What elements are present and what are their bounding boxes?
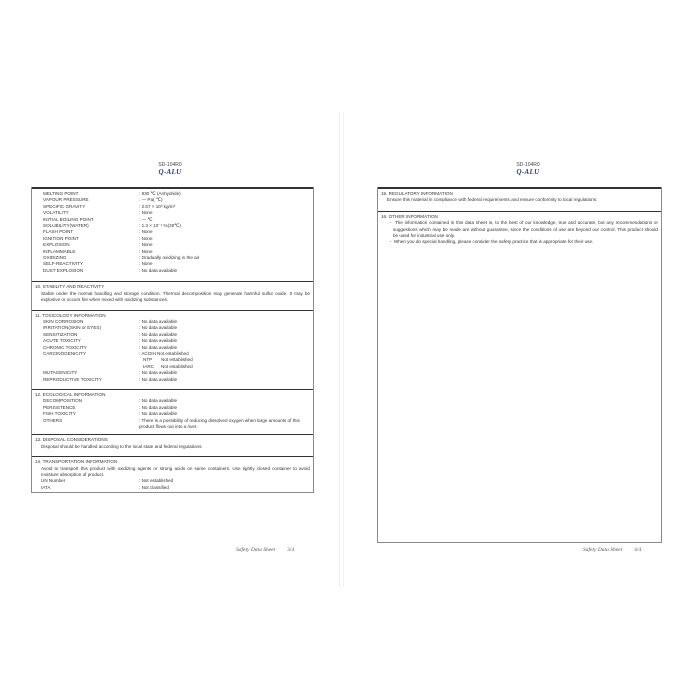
property-label: MELTING POINT [43,191,79,196]
row-value: : No data available [139,325,310,331]
section-title: 14. TRANSPORTATION INFORMATION [35,459,118,465]
property-value: : No data available [139,268,310,274]
property-label: OXIDIZING [43,255,67,261]
section-title: 12. ECOLOGICAL INFORMATION [35,391,106,397]
page-number: 4/4 [634,547,642,553]
row-value: : No data available [139,345,310,351]
row-label: IATA [41,484,51,490]
section-disposal [32,434,313,456]
section-title: 11. TOXICOLOGY INFORMATION [35,312,106,318]
toxicology-row [35,377,310,383]
section-transportation [32,456,313,492]
page-number: 3/4 [287,547,295,553]
row-label: IRRITATION(SKIN or EYES) [43,325,102,331]
property-label: IGNITION POINT [43,235,79,241]
property-value: : None [139,249,310,255]
carc-org: NTP [143,357,153,363]
section-stability-reactivity [32,281,313,309]
section-text: Avoid to transport this product with oxidizing agents or strong acids on same containers. Use tightly closed container to avoid moisture absorption of product. [41,465,310,478]
property-value: : 1.3 × 10⁻¹ %(30℃) [139,223,310,229]
property-label: VAPOUR PRESSURE [43,197,89,203]
row-value: : Not classified [139,485,310,491]
property-value: : — Pa( ℃) [139,197,310,203]
section-text: Disposal should be handled according to the local state and federal regulations. [41,443,203,449]
carc-org: : ACGIH [139,351,157,357]
right-content-box [377,187,662,543]
row-label: UN Number [41,478,66,484]
info-bullet: ・ The information contained in this data sheet is, to the best of our knowledge, true and accurate, but any recommendations or suggestions which may be made are without guarantee, since the conditions of use are beyond our control. This product should be used for industrial use only. [388,220,658,239]
property-value: : None [139,261,310,267]
section-title: 16. OTHER INFORMATION [381,213,438,219]
section-title: 13. DISPOSAL CONSIDERATIONS [35,437,108,443]
property-value: : — ℃ [139,217,310,223]
property-value: : None [139,242,310,248]
row-value: : Not established [139,478,310,484]
right-page-header [343,162,699,176]
property-value: : Gradually oxidizing in the air [139,255,310,261]
ecological-row [35,418,310,431]
carc-status: Not established [157,350,189,356]
row-value: : No data available [139,411,310,417]
footer-title: Safety Data Sheet [236,547,276,553]
section-physical-properties [32,187,313,281]
section-ecological [32,389,313,434]
right-page-footer [583,547,641,553]
brand-logo: Q-ALU [158,168,182,176]
row-value: : No data available [139,377,310,383]
document-code: SD-104R0 [516,162,540,168]
page-spine [339,112,340,587]
row-label: PERSISTENCE [43,404,76,410]
row-label: ACUTE TOXICITY [43,338,81,344]
row-label: DECOMPOSITION [43,398,83,404]
row-value: : No data available [139,398,310,404]
section-regulatory [378,187,661,211]
row-label: SENSITIZATION [43,331,78,337]
page-spine-shadow [343,112,344,587]
property-label: INITIAL BOILING POINT [43,216,94,222]
row-label: REPRODUCTIVE TOXICITY [43,376,102,382]
property-label: SOLUBILITY(WATER) [43,223,89,229]
row-value: : No data available [139,405,310,411]
property-value: : 2.57 × 10³ kg/m³ [139,204,310,210]
row-value: : No data available [139,332,310,338]
property-label: VOLATILITY [43,210,69,216]
transport-row [35,485,310,491]
section-title: 15. REGULATORY INFORMATION [381,191,453,196]
row-label: MUTAGENICITY [43,370,78,376]
row-label: CARCINOGENICITY [43,350,86,356]
property-value: : None [139,229,310,235]
property-row [35,268,310,274]
left-content-box [31,187,314,493]
section-text: Stable under the normal handling and storage condition. Thermal decomposition may generate harmful sulfur oxide. It may be explosive or occurs fire when mixed with oxidizing substances. [41,290,310,303]
row-value: : There is a possibility of reducing dissolved oxygen when large amounts of this product flows out into a river. [139,418,310,431]
row-label: SKIN CORROSION [43,318,84,324]
row-label: FISH TOXICITY [43,411,76,417]
left-page-header [0,162,340,176]
property-value: : None [139,236,310,242]
brand-logo: Q-ALU [516,168,540,176]
row-value: : No data available [139,319,310,325]
section-title: 10. STABILITY AND REACTIVITY [35,284,105,290]
property-label: SELF-REACTIVITY [43,261,84,267]
section-text: Ensure this material in compliance with federal requirements and ensure conformity to local regulations. [387,197,598,203]
left-page-footer [236,547,294,553]
carc-status: Not established [161,357,193,363]
row-label: OTHERS [43,417,63,423]
carc-org: IARC [143,363,154,369]
row-value: : No data available [139,338,310,344]
row-label: CHRONIC TOXICITY [43,344,87,350]
property-value: : None [139,210,310,216]
document-code: SD-104R0 [158,162,182,168]
row-value: : No data available [139,370,310,376]
footer-title: Safety Data Sheet [583,547,623,553]
section-other-information [378,211,661,250]
property-label: INFLAMMABLE [43,248,76,254]
property-value: : 930 ℃ (Anhydride) [139,191,310,197]
section-toxicology [32,310,313,389]
property-label: DUST EXPLOSION [43,267,84,273]
property-label: SPECIFIC GRAVITY [43,203,86,209]
info-bullet: ・ When you do special handling, please consider the safety practice that is appropriate for their use. [388,239,594,245]
carc-status: Not established [161,363,193,369]
property-label: FLASH POINT [43,229,74,235]
property-label: EXPLOSION [43,242,70,248]
